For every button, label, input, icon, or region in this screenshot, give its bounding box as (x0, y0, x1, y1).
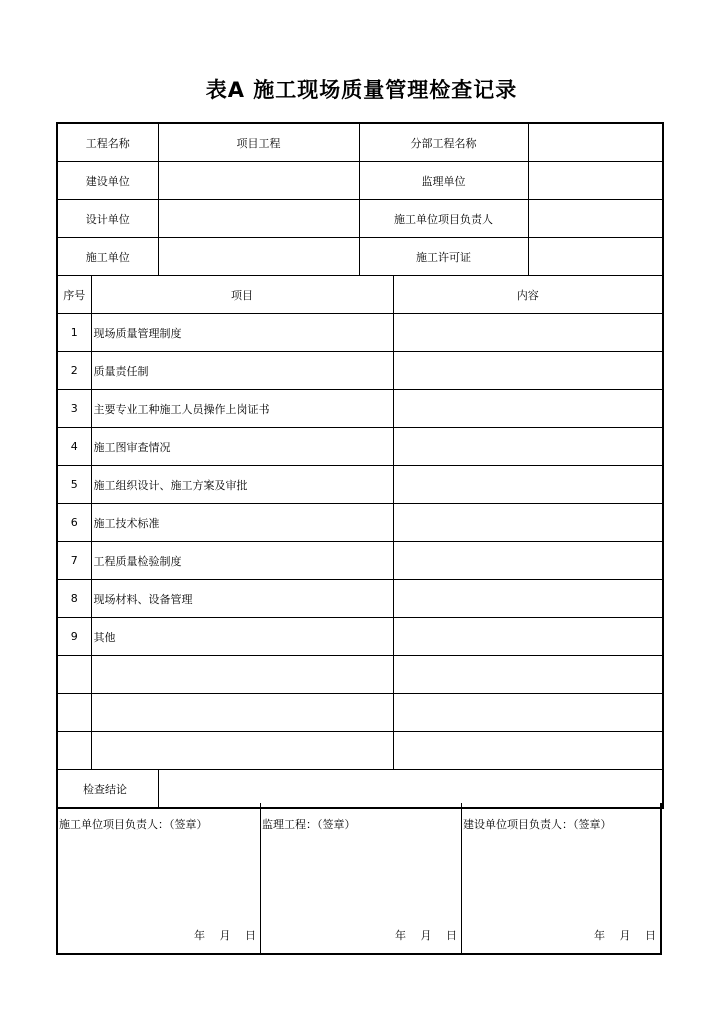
header-row-construction (57, 162, 663, 200)
row-content[interactable] (393, 732, 663, 770)
row-no: 6 (57, 504, 91, 542)
column-header-row (57, 276, 663, 314)
row-no: 4 (57, 428, 91, 466)
conclusion-label: 检查结论 (57, 770, 158, 809)
row-no: 3 (57, 390, 91, 428)
row-item: 施工组织设计、施工方案及审批 (91, 466, 393, 504)
header-row-project (57, 123, 663, 162)
table-row (57, 618, 663, 656)
row-no (57, 732, 91, 770)
table-row (57, 580, 663, 618)
row-content[interactable] (393, 618, 663, 656)
signature-owner[interactable] (461, 803, 660, 953)
design-unit-label: 设计单位 (57, 200, 158, 238)
row-item: 质量责任制 (91, 352, 393, 390)
table-row (57, 504, 663, 542)
supervision-unit-value[interactable] (528, 162, 663, 200)
page-title: 表A 施工现场质量管理检查记录 (205, 78, 518, 102)
row-content[interactable] (393, 542, 663, 580)
signature-contractor[interactable] (58, 803, 260, 953)
contractor-manager-label: 施工单位项目负责人 (359, 200, 528, 238)
row-item: 工程质量检验制度 (91, 542, 393, 580)
signature-section (56, 803, 662, 955)
row-item: 其他 (91, 618, 393, 656)
row-item[interactable] (91, 732, 393, 770)
signature-owner-date: 年 月 日 (594, 929, 656, 942)
contractor-unit-label: 施工单位 (57, 238, 158, 276)
table-row (57, 466, 663, 504)
row-item[interactable] (91, 694, 393, 732)
row-content[interactable] (393, 656, 663, 694)
column-header-item: 项目 (91, 276, 393, 314)
row-no: 1 (57, 314, 91, 352)
subproject-name-label: 分部工程名称 (359, 123, 528, 162)
project-name-label: 工程名称 (57, 123, 158, 162)
signature-contractor-label: 施工单位项目负责人：（签章） (59, 818, 208, 831)
permit-value[interactable] (528, 238, 663, 276)
signature-supervisor-label: 监理工程：（签章） (262, 818, 356, 831)
signature-owner-label: 建设单位项目负责人：（签章） (463, 818, 612, 831)
row-no: 7 (57, 542, 91, 580)
row-content[interactable] (393, 352, 663, 390)
permit-label: 施工许可证 (359, 238, 528, 276)
row-content[interactable] (393, 466, 663, 504)
table-row (57, 428, 663, 466)
header-row-design (57, 200, 663, 238)
table-row (57, 390, 663, 428)
table-row (57, 542, 663, 580)
table-row (57, 656, 663, 694)
column-header-content: 内容 (393, 276, 663, 314)
design-unit-value[interactable] (158, 200, 359, 238)
table-row (57, 314, 663, 352)
row-item: 现场材料、设备管理 (91, 580, 393, 618)
row-item: 施工技术标准 (91, 504, 393, 542)
row-item: 现场质量管理制度 (91, 314, 393, 352)
row-item[interactable] (91, 656, 393, 694)
row-no (57, 694, 91, 732)
row-no (57, 656, 91, 694)
signature-supervisor[interactable] (260, 803, 461, 953)
supervision-unit-label: 监理单位 (359, 162, 528, 200)
row-no: 8 (57, 580, 91, 618)
signature-supervisor-date: 年 月 日 (395, 929, 457, 942)
construction-unit-value[interactable] (158, 162, 359, 200)
row-content[interactable] (393, 314, 663, 352)
project-name-value[interactable]: 项目工程 (158, 123, 359, 162)
signature-contractor-date: 年 月 日 (194, 929, 256, 942)
header-row-contractor (57, 238, 663, 276)
contractor-unit-value[interactable] (158, 238, 359, 276)
row-no: 2 (57, 352, 91, 390)
construction-unit-label: 建设单位 (57, 162, 158, 200)
subproject-name-value[interactable] (528, 123, 663, 162)
table-row (57, 694, 663, 732)
row-content[interactable] (393, 504, 663, 542)
row-no: 5 (57, 466, 91, 504)
row-content[interactable] (393, 428, 663, 466)
inspection-table (56, 122, 664, 809)
row-item: 施工图审查情况 (91, 428, 393, 466)
row-content[interactable] (393, 390, 663, 428)
column-header-no: 序号 (57, 276, 91, 314)
row-no: 9 (57, 618, 91, 656)
row-content[interactable] (393, 694, 663, 732)
table-row (57, 732, 663, 770)
row-item: 主要专业工种施工人员操作上岗证书 (91, 390, 393, 428)
table-row (57, 352, 663, 390)
row-content[interactable] (393, 580, 663, 618)
contractor-manager-value[interactable] (528, 200, 663, 238)
